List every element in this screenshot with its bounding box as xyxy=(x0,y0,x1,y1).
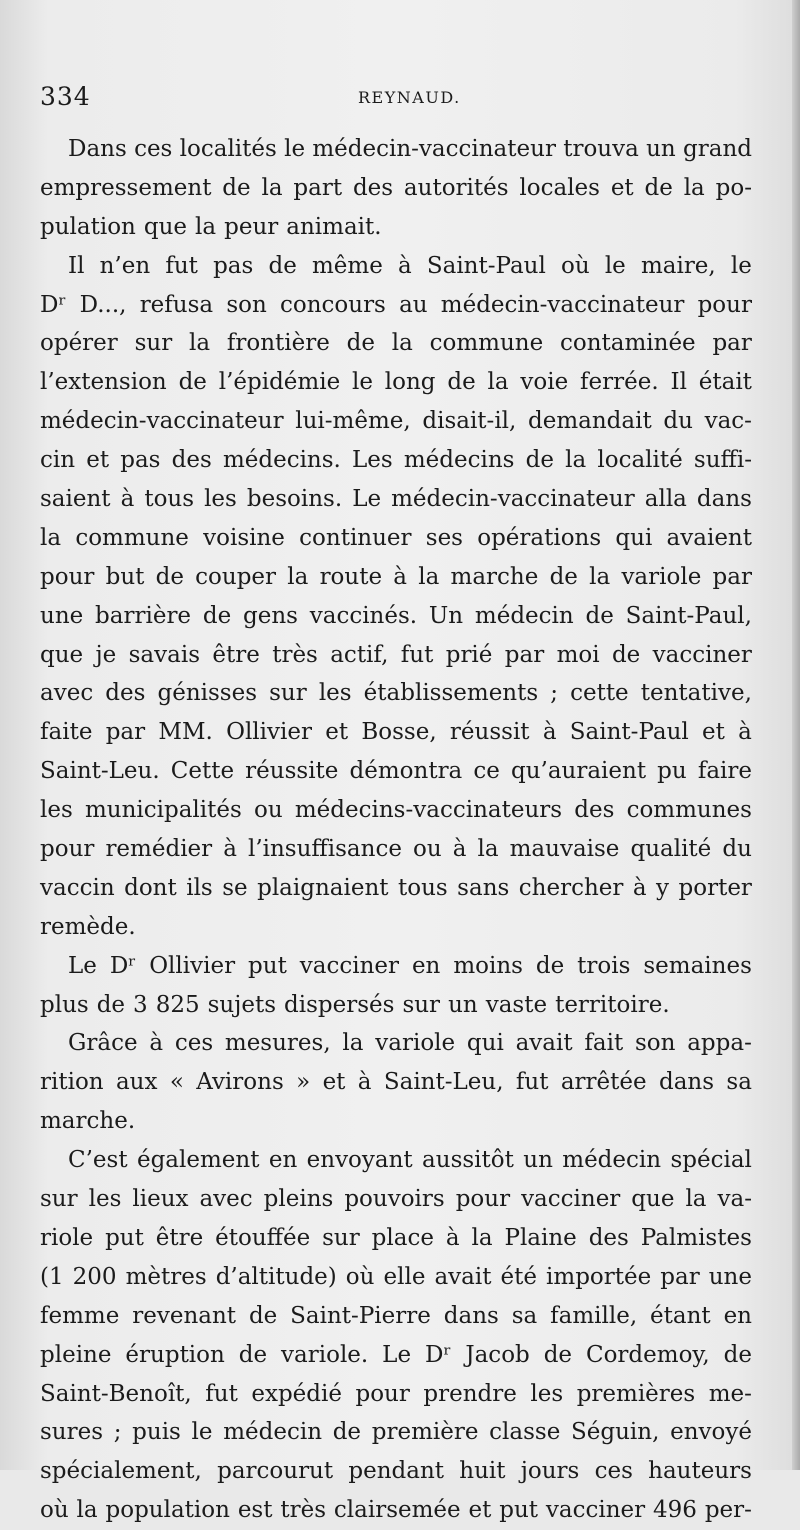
text-line: marche. xyxy=(40,1108,136,1135)
text-line: la commune voisine continuer ses opérations qui avaient xyxy=(40,524,752,551)
text-line: pour but de couper la route à la marche de la variole par xyxy=(40,563,752,590)
text-line: pour remédier à l’insuffisance ou à la mauvaise qualité du xyxy=(40,836,752,863)
text-line: médecin-vaccinateur lui-même, disait-il, demandait du vac- xyxy=(40,408,752,435)
text-line: C’est également en envoyant aussitôt un médecin spécial xyxy=(68,1147,752,1174)
body-text xyxy=(40,130,752,1530)
text-line: femme revenant de Saint-Pierre dans sa famille, étant en xyxy=(40,1302,752,1329)
text-line: sur les lieux avec pleins pouvoirs pour vacciner que la va- xyxy=(40,1186,752,1213)
text-line: Le Dʳ Ollivier put vacciner en moins de trois semaines xyxy=(68,952,752,979)
text-line: avec des génisses sur les établissements ; cette tentative, xyxy=(40,680,752,707)
text-line: que je savais être très actif, fut prié par moi de vacciner xyxy=(40,641,752,668)
text-line: rition aux « Avirons » et à Saint-Leu, fut arrêtée dans sa xyxy=(40,1069,752,1096)
text-line: Saint-Leu. Cette réussite démontra ce qu’auraient pu faire xyxy=(40,758,752,785)
text-line: spécialement, parcourut pendant huit jours ces hauteurs xyxy=(40,1458,752,1485)
text-line: Il n’en fut pas de même à Saint-Paul où le maire, le xyxy=(68,252,752,279)
page-header xyxy=(40,82,752,118)
page-edge xyxy=(792,0,800,1470)
text-line: l’extension de l’épidémie le long de la voie ferrée. Il était xyxy=(40,369,752,396)
running-head: REYNAUD. xyxy=(358,88,461,107)
text-line: saient à tous les besoins. Le médecin-vaccinateur alla dans xyxy=(40,486,752,513)
text-line: plus de 3 825 sujets dispersés sur un vaste territoire. xyxy=(40,991,670,1018)
text-line: remède. xyxy=(40,913,136,940)
text-line: Grâce à ces mesures, la variole qui avait fait son appa- xyxy=(68,1030,752,1057)
text-line: les municipalités ou médecins-vaccinateurs des communes xyxy=(40,797,752,824)
text-line: empressement de la part des autorités locales et de la po- xyxy=(40,174,752,201)
text-line: (1 200 mètres d’altitude) où elle avait été importée par une xyxy=(40,1263,752,1290)
text-line: où la population est très clairsemée et put vacciner 496 per- xyxy=(40,1497,752,1524)
text-line: pulation que la peur animait. xyxy=(40,213,382,240)
text-line: Saint-Benoît, fut expédié pour prendre les premières me- xyxy=(40,1380,752,1407)
page-number: 334 xyxy=(40,82,91,111)
text-line: une barrière de gens vaccinés. Un médecin de Saint-Paul, xyxy=(40,602,752,629)
text-line: cin et pas des médecins. Les médecins de la localité suffi- xyxy=(40,447,752,474)
text-line: opérer sur la frontière de la commune contaminée par xyxy=(40,330,752,357)
text-line: Dʳ D..., refusa son concours au médecin-vaccinateur pour xyxy=(40,291,752,318)
text-line: vaccin dont ils se plaignaient tous sans chercher à y porter xyxy=(40,874,752,901)
text-line: pleine éruption de variole. Le Dʳ Jacob de Cordemoy, de xyxy=(40,1341,752,1368)
text-line: faite par MM. Ollivier et Bosse, réussit à Saint-Paul et à xyxy=(40,719,752,746)
text-line: sures ; puis le médecin de première classe Séguin, envoyé xyxy=(40,1419,752,1446)
text-line: riole put être étouffée sur place à la Plaine des Palmistes xyxy=(40,1224,752,1251)
text-line: Dans ces localités le médecin-vaccinateur trouva un grand xyxy=(68,136,752,162)
